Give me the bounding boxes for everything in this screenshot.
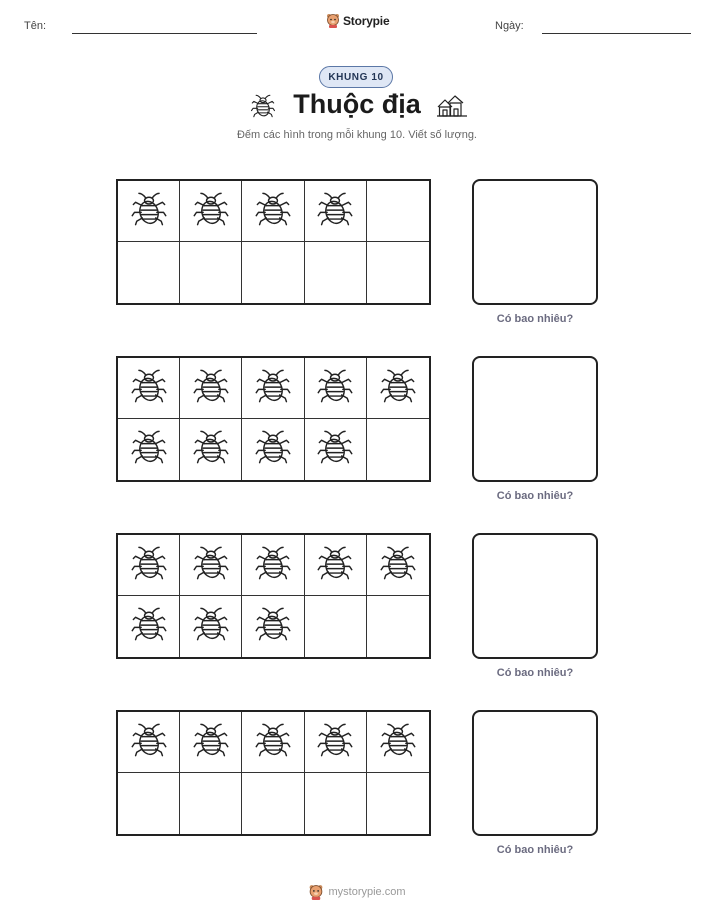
instructions: Đếm các hình trong mỗi khung 10. Viết số lượng. [236,129,477,141]
beetle-icon [254,427,292,472]
ten-frame-cell [367,181,429,242]
ten-frame-cell [118,242,180,303]
ten-frame-cell [305,596,367,657]
ten-frame-cell [118,596,180,657]
bear-mascot-icon [326,13,340,28]
ten-frame-cell [180,535,242,596]
beetle-icon [254,189,292,234]
ten-frame-row [0,356,714,516]
answer-box[interactable] [472,710,598,836]
answer-question-label: Có bao nhiêu? [496,667,574,679]
ten-frame-cell [367,535,429,596]
ten-frame-cell [305,358,367,419]
ten-frame-cell [242,773,304,834]
date-label: Ngày: [495,20,524,32]
ten-frame-row [0,179,714,339]
ten-frame-cell [118,358,180,419]
ten-frame-cell [242,712,304,773]
worksheet-type-badge: KHUNG 10 [319,66,393,88]
beetle-icon [254,543,292,588]
beetle-icon [130,189,168,234]
beetle-icon [192,604,230,649]
ten-frame-cell [180,773,242,834]
ten-frame-cell [305,181,367,242]
ten-frame-cell [180,242,242,303]
date-line[interactable] [542,33,691,34]
beetle-icon [192,543,230,588]
ant-colony-huts-icon [436,93,468,119]
beetle-icon [316,427,354,472]
ten-frame-cell [367,773,429,834]
brand-logo [326,13,389,28]
beetle-icon [192,366,230,411]
ten-frame-cell [118,535,180,596]
beetle-icon [254,720,292,765]
ten-frame-cell [242,358,304,419]
beetle-icon [130,543,168,588]
ten-frame-cell [242,596,304,657]
answer-question-label: Có bao nhiêu? [496,490,574,502]
bear-mascot-icon [308,884,324,900]
brand-name: Storypie [343,13,390,28]
ten-frame [116,533,431,659]
ten-frame-cell [305,535,367,596]
ten-frame-cell [305,773,367,834]
beetle-icon [316,189,354,234]
ten-frame-cell [367,712,429,773]
ten-frame-cell [305,712,367,773]
beetle-icon [130,604,168,649]
beetle-icon [379,543,417,588]
beetle-icon [130,720,168,765]
ten-frame-cell [180,712,242,773]
answer-question-label: Có bao nhiêu? [496,844,574,856]
beetle-icon [316,720,354,765]
ten-frame [116,356,431,482]
beetle-icon [130,427,168,472]
ten-frame-cell [180,181,242,242]
ten-frame-cell [367,242,429,303]
ten-frame-row [0,533,714,693]
beetle-icon [254,366,292,411]
ten-frame [116,179,431,305]
page-title: Thuộc địa [293,89,421,119]
ten-frame-cell [305,242,367,303]
ten-frame-cell [242,419,304,480]
beetle-icon [192,427,230,472]
ten-frame-cell [242,242,304,303]
ten-frame-cell [180,596,242,657]
beetle-icon [316,543,354,588]
beetle-icon [192,189,230,234]
answer-box[interactable] [472,533,598,659]
ten-frame-cell [367,596,429,657]
ten-frame-cell [118,181,180,242]
footer [0,884,714,900]
ten-frame-cell [118,712,180,773]
ten-frame-cell [305,419,367,480]
beetle-icon [316,366,354,411]
ten-frame-row [0,710,714,870]
beetle-icon [192,720,230,765]
beetle-icon [379,366,417,411]
ten-frame-cell [367,419,429,480]
ten-frame-cell [367,358,429,419]
name-label: Tên: [24,20,47,32]
ten-frame-cell [180,419,242,480]
ten-frame-cell [180,358,242,419]
name-line[interactable] [72,33,257,34]
answer-question-label: Có bao nhiêu? [496,313,574,325]
answer-box[interactable] [472,356,598,482]
ten-frame-cell [118,419,180,480]
beetle-icon [130,366,168,411]
answer-box[interactable] [472,179,598,305]
beetle-icon [379,720,417,765]
ten-frame-cell [242,181,304,242]
ten-frame-cell [242,535,304,596]
beetle-icon [254,604,292,649]
footer-url: mystorypie.com [328,886,406,898]
ten-frame-cell [118,773,180,834]
ten-frame [116,710,431,836]
